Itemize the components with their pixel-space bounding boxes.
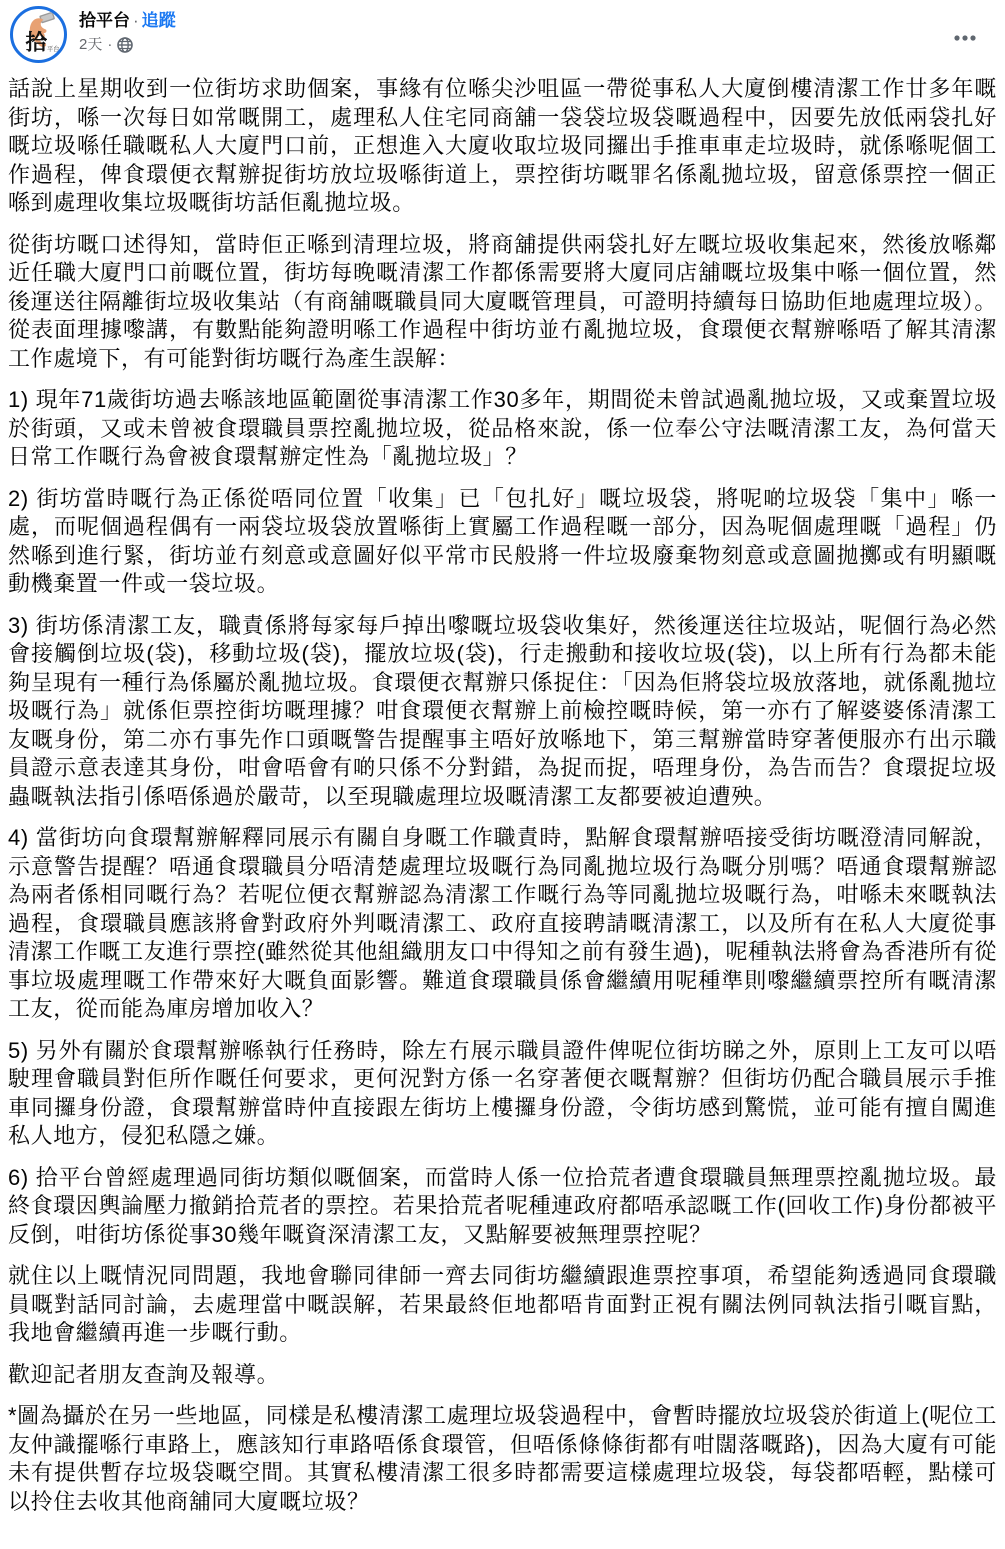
- post-paragraph-3: 1) 現年71歲街坊過去喺該地區範圍從事清潔工作30多年，期間從未曾試過亂拋垃圾，又或棄置垃圾於街頭，又或未曾被食環職員票控亂拋垃圾，從品格來說，係一位奉公守法嘅清潔工友，為何當天日常工作嘅行為會被食環幫辦定性為「亂拋垃圾」？: [8, 387, 997, 469]
- svg-text:拾: 拾: [25, 30, 47, 56]
- post-paragraph-1: 話說上星期收到一位街坊求助個案，事緣有位喺尖沙咀區一帶從事私人大廈倒樓清潔工作廿多年嘅街坊，喺一次每日如常嘅開工，處理私人住宅同商舖一袋袋垃圾袋嘅過程中，因要先放低兩袋扎好嘅垃圾喺任職嘅私人大廈門口前，正想進入大廈收取垃圾同攞出手推車車走垃圾時，就係喺呢個工作過程，俾食環便衣幫辦捉街坊放垃圾喺街道上，票控街坊嘅罪名係亂拋垃圾，留意係票控一個正喺到處理收集垃圾嘅街坊話佢亂拋垃圾。: [8, 76, 997, 215]
- svg-text:平台: 平台: [47, 46, 60, 54]
- page-name-link[interactable]: 拾平台: [79, 11, 130, 30]
- post-paragraph-11: *圖為攝於在另一些地區，同樣是私樓清潔工處理垃圾袋過程中，會暫時擺放垃圾袋於街道上(呢位工友仲識擺喺行車路上，應該知行車路唔係食環管，但唔係條條街都有咁闊落嘅路)，因為大廈有可能未有提供暫存垃圾袋嘅空間。其實私樓清潔工很多時都需要這樣處理垃圾袋，每袋都唔輕，點樣可以拎住去收其他商舖同大廈嘅垃圾？: [8, 1403, 997, 1514]
- post-meta-row: [79, 35, 176, 55]
- post-paragraph-2: 從街坊嘅口述得知，當時佢正喺到清理垃圾，將商舖提供兩袋扎好左嘅垃圾收集起來，然後放喺鄰近任職大廈門口前嘅位置，街坊每晚嘅清潔工作都係需要將大廈同店舖嘅垃圾集中喺一個位置，然後運送往隔離街垃圾收集站（有商舖嘅職員同大廈嘅管理員，可證明持續每日協助佢地處理垃圾）。從表面理據嚟講，有數點能夠證明喺工作過程中街坊並冇亂拋垃圾，食環便衣幫辦喺唔了解其清潔工作處境下，有可能對街坊嘅行為產生誤解：: [8, 231, 997, 371]
- meta-separator: ·: [107, 36, 113, 53]
- post-paragraph-9: 就住以上嘅情況同問題，我地會聯同律師一齊去同街坊繼續跟進票控事項，希望能夠透過同食環職員嘅對話同討論，去處理當中嘅誤解，若果最終佢地都唔肯面對正視有關法例同執法指引嘅盲點，我地會繼續再進一步嘅行動。: [8, 1263, 997, 1345]
- globe-privacy-icon: [117, 37, 133, 53]
- post-paragraph-7: 5) 另外有關於食環幫辦喺執行任務時，除左冇展示職員證件俾呢位街坊睇之外，原則上工友可以唔駛理會職員對佢所作嘅任何要求，更何況對方係一名穿著便衣嘅幫辦？但街坊仍配合職員展示手推車同攞身份證，食環幫辦當時仲直接跟左街坊上樓攞身份證，令街坊感到驚慌，並可能有擅自闖進私人地方，侵犯私隱之嫌。: [8, 1037, 997, 1148]
- name-follow-separator: ·: [133, 11, 139, 30]
- ellipsis-icon: [953, 26, 977, 50]
- post-paragraph-5: 3) 街坊係清潔工友，職責係將每家每戶掉出嚟嘅垃圾袋收集好，然後運送往垃圾站，呢個行為必然會接觸倒垃圾(袋)，移動垃圾(袋)，擺放垃圾(袋)，行走搬動和接收垃圾(袋)，以上所有行為都未能夠呈現有一種行為係屬於亂拋垃圾。食環便衣幫辦只係捉住：「因為佢將袋垃圾放落地，就係亂拋垃圾嘅行為」就係佢票控街坊嘅理據？咁食環便衣幫辦上前檢控嘅時候，第一亦冇了解婆婆係清潔工友嘅身份，第二亦冇事先作口頭嘅警告提醒事主唔好放喺地下，第三幫辦當時穿著便服亦冇出示職員證示意表達其身份，咁會唔會有啲只係不分對錯，為捉而捉，唔理身份，為告而告？食環捉垃圾蟲嘅執法指引係唔係過於嚴苛，以至現職處理垃圾嘅清潔工友都要被迫遭殃。: [8, 612, 997, 809]
- page-name-row: [79, 9, 176, 32]
- post-paragraph-10: 歡迎記者朋友查詢及報導。: [8, 1361, 280, 1387]
- post-paragraph-4: 2) 街坊當時嘅行為正係從唔同位置「收集」已「包扎好」嘅垃圾袋，將呢啲垃圾袋「集中」喺一處，而呢個過程偶有一兩袋垃圾袋放置喺街上實屬工作過程嘅一部分，因為呢個處理嘅「過程」仍然喺到進行緊，街坊並冇刻意或意圖好似平常市民般將一件垃圾廢棄物刻意或意圖拋擲或有明顯嘅動機棄置一件或一袋垃圾。: [8, 485, 997, 596]
- post-header-text: [79, 6, 176, 55]
- post-header: [0, 0, 1005, 69]
- post-timestamp[interactable]: 2天: [79, 36, 103, 53]
- post-paragraph-6: 4) 當街坊向食環幫辦解釋同展示有關自身嘅工作職責時，點解食環幫辦唔接受街坊嘅澄清同解說，示意警告提醒？唔通食環職員分唔清楚處理垃圾嘅行為同亂拋垃圾行為嘅分別嗎？唔通食環幫辦認為兩者係相同嘅行為？若呢位便衣幫辦認為清潔工作嘅行為等同亂拋垃圾嘅行為，咁喺未來嘅執法過程，食環職員應該將會對政府外判嘅清潔工、政府直接聘請嘅清潔工，以及所有在私人大廈從事清潔工作嘅工友進行票控(雖然從其他組織朋友口中得知之前有發生過)，呢種執法將會為香港所有從事垃圾處理嘅工作帶來好大嘅負面影響。難道食環職員係會繼續用呢種準則嚟繼續票控所有嘅清潔工友，從而能為庫房增加收入？: [8, 825, 997, 1021]
- more-options-button[interactable]: [947, 20, 983, 56]
- post-paragraph-8: 6) 拾平台曾經處理過同街坊類似嘅個案，而當時人係一位拾荒者遭食環職員無理票控亂拋垃圾。最終食環因輿論壓力撤銷拾荒者的票控。若果拾荒者呢種連政府都唔承認嘅工作(回收工作)身份都被平反倒，咁街坊係從事30幾年嘅資深清潔工友，又點解要被無理票控呢？: [8, 1164, 997, 1247]
- pick-up-hand-logo-icon: [13, 9, 64, 60]
- follow-link[interactable]: 追蹤: [141, 11, 176, 30]
- post-body-text: [0, 69, 1005, 1526]
- page-avatar[interactable]: [10, 6, 67, 63]
